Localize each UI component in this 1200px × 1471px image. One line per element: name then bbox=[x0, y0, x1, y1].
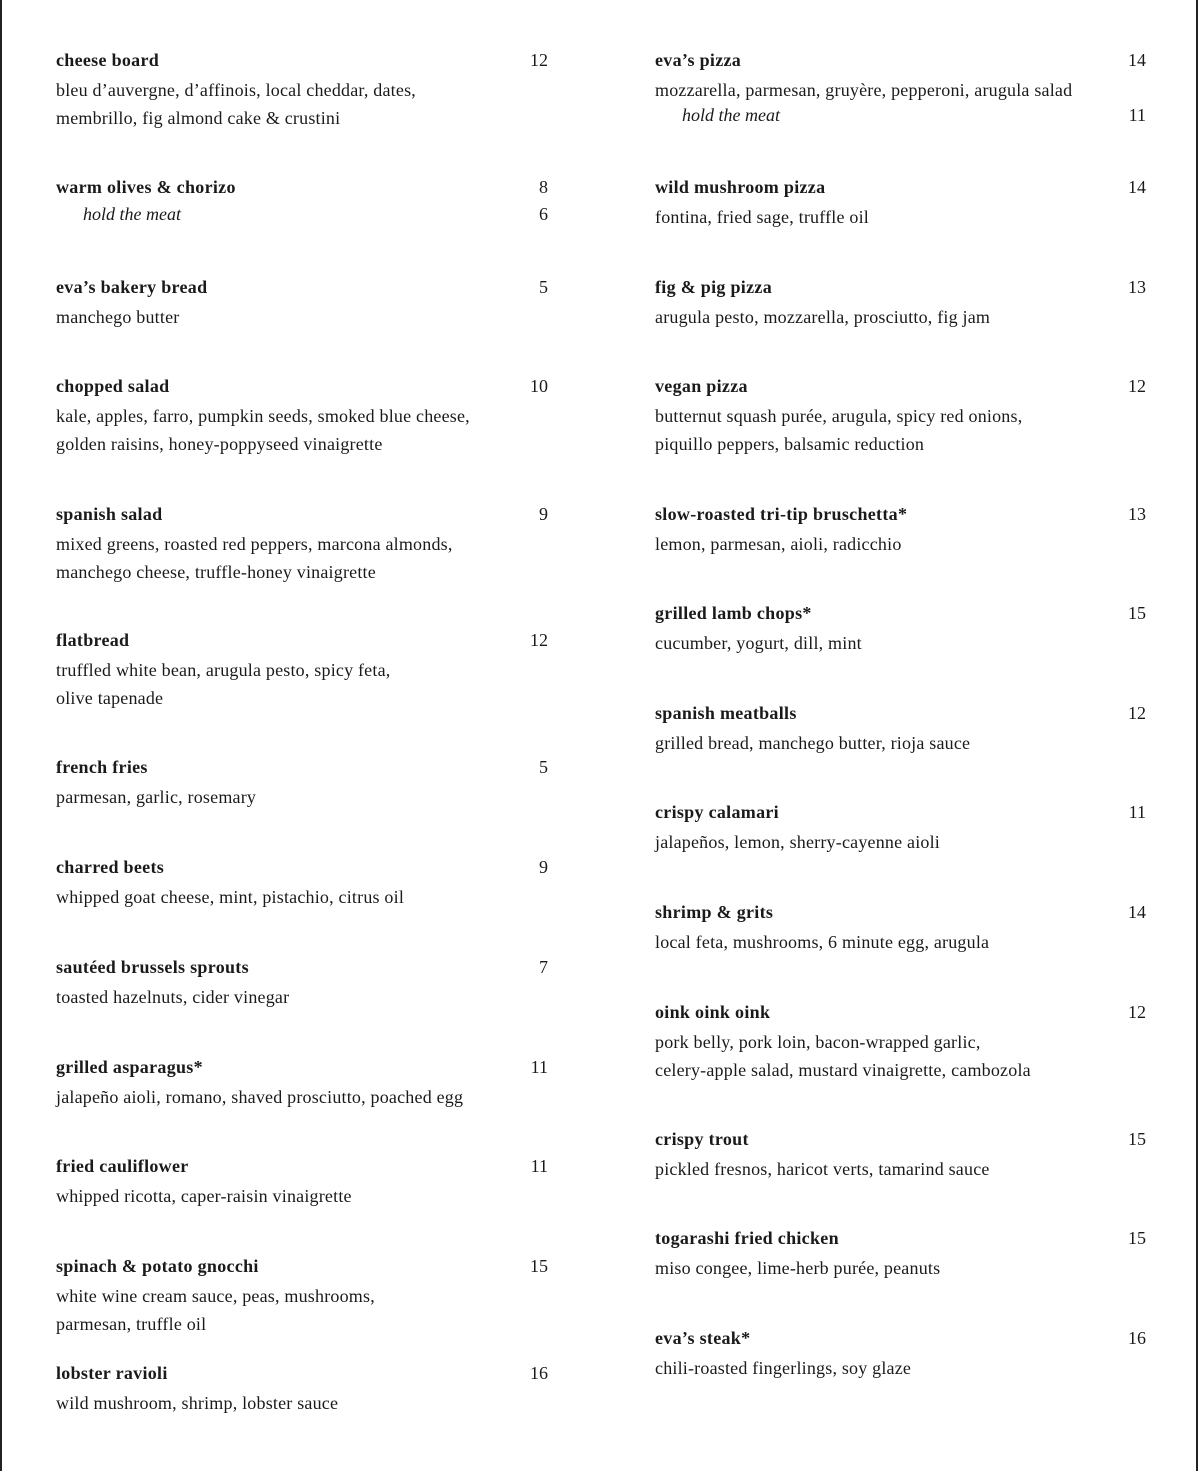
dish-name: spanish salad bbox=[56, 504, 163, 524]
dish-name: shrimp & grits bbox=[655, 902, 774, 922]
dish-price: 13 bbox=[1128, 277, 1146, 297]
menu-item-header bbox=[655, 50, 1146, 77]
dish-description-line: kale, apples, farro, pumpkin seeds, smoked blue cheese, bbox=[56, 406, 470, 426]
menu-item-header bbox=[655, 1129, 1146, 1156]
dish-price: 15 bbox=[1128, 1129, 1146, 1149]
dish-price: 9 bbox=[539, 504, 548, 524]
dish-description-line: pickled fresnos, haricot verts, tamarind sauce bbox=[655, 1159, 990, 1179]
menu-item-header bbox=[56, 504, 548, 531]
menu-item-shrimp-grits bbox=[655, 902, 1146, 957]
dish-description-line: truffled white bean, arugula pesto, spicy feta, bbox=[56, 660, 391, 680]
dish-description-line: bleu d’auvergne, d’affinois, local cheddar, dates, bbox=[56, 80, 416, 100]
menu-item-crispy-trout bbox=[655, 1129, 1146, 1184]
variant-price: 11 bbox=[1128, 104, 1146, 125]
dish-price: 12 bbox=[1128, 1002, 1146, 1022]
dish-description-line: grilled bread, manchego butter, rioja sauce bbox=[655, 733, 971, 753]
menu-item-togarashi-fried-chicken bbox=[655, 1228, 1146, 1283]
menu-item-header bbox=[655, 1002, 1146, 1029]
menu-item-header bbox=[56, 1363, 548, 1390]
dish-name: lobster ravioli bbox=[56, 1363, 168, 1383]
menu-item-wild-mushroom-pizza bbox=[655, 177, 1146, 232]
menu-item-spinach-potato-gnocchi bbox=[56, 1256, 548, 1338]
dish-name: vegan pizza bbox=[655, 376, 748, 396]
menu-item-header bbox=[56, 50, 548, 77]
menu-item-header bbox=[56, 857, 548, 884]
dish-price: 15 bbox=[1128, 603, 1146, 623]
dish-name: spanish meatballs bbox=[655, 703, 797, 723]
menu-item-header bbox=[655, 603, 1146, 630]
dish-price: 16 bbox=[1128, 1328, 1146, 1348]
menu-item-eva-s-bakery-bread bbox=[56, 277, 548, 332]
dish-name: sautéed brussels sprouts bbox=[56, 957, 249, 977]
menu-item-header bbox=[56, 630, 548, 657]
dish-name: charred beets bbox=[56, 857, 165, 877]
dish-description-line: manchego cheese, truffle-honey vinaigrette bbox=[56, 561, 376, 582]
menu-item-grilled-lamb-chops bbox=[655, 603, 1146, 658]
dish-description-line: olive tapenade bbox=[56, 687, 164, 708]
menu-item-header bbox=[56, 957, 548, 984]
menu-item-slow-roasted-tri-tip-bruschetta bbox=[655, 504, 1146, 559]
menu-item-spanish-salad bbox=[56, 504, 548, 586]
menu-item-saut-ed-brussels-sprouts bbox=[56, 957, 548, 1012]
menu-item-header bbox=[655, 277, 1146, 304]
dish-price: 11 bbox=[1128, 802, 1146, 822]
menu-item-header bbox=[655, 504, 1146, 531]
menu-item-header bbox=[56, 757, 548, 784]
menu-item-chopped-salad bbox=[56, 376, 548, 458]
menu-item-eva-s-steak bbox=[655, 1328, 1146, 1383]
dish-price: 12 bbox=[1128, 376, 1146, 396]
dish-name: wild mushroom pizza bbox=[655, 177, 826, 197]
menu-item-header bbox=[56, 376, 548, 403]
dish-name: cheese board bbox=[56, 50, 160, 70]
dish-name: grilled lamb chops* bbox=[655, 603, 812, 623]
dish-description-line: jalapeño aioli, romano, shaved prosciutto, poached egg bbox=[56, 1087, 464, 1107]
menu-item-cheese-board bbox=[56, 50, 548, 132]
dish-description-line: manchego butter bbox=[56, 307, 180, 327]
dish-price: 16 bbox=[530, 1363, 548, 1383]
menu-item-fig-pig-pizza bbox=[655, 277, 1146, 332]
dish-name: eva’s steak* bbox=[655, 1328, 751, 1348]
dish-price: 15 bbox=[530, 1256, 548, 1276]
dish-description-line: celery-apple salad, mustard vinaigrette, cambozola bbox=[655, 1059, 1031, 1080]
dish-price: 11 bbox=[530, 1057, 548, 1077]
dish-description-line: toasted hazelnuts, cider vinegar bbox=[56, 987, 290, 1007]
menu-item-fried-cauliflower bbox=[56, 1156, 548, 1211]
dish-description-line: arugula pesto, mozzarella, prosciutto, fig jam bbox=[655, 307, 991, 327]
menu-item-header bbox=[56, 1156, 548, 1183]
dish-price: 12 bbox=[530, 630, 548, 650]
dish-description-line: miso congee, lime-herb purée, peanuts bbox=[655, 1258, 941, 1278]
dish-price: 5 bbox=[539, 757, 548, 777]
dish-price: 12 bbox=[1128, 703, 1146, 723]
dish-description-line: wild mushroom, shrimp, lobster sauce bbox=[56, 1393, 339, 1413]
dish-price: 14 bbox=[1128, 50, 1146, 70]
dish-name: crispy trout bbox=[655, 1129, 749, 1149]
menu-item-header bbox=[655, 376, 1146, 403]
dish-name: flatbread bbox=[56, 630, 130, 650]
menu-item-grilled-asparagus bbox=[56, 1057, 548, 1112]
dish-name: french fries bbox=[56, 757, 148, 777]
dish-description-line: jalapeños, lemon, sherry-cayenne aioli bbox=[655, 832, 940, 852]
menu-item-header bbox=[56, 1256, 548, 1283]
dish-name: crispy calamari bbox=[655, 802, 779, 822]
dish-price: 14 bbox=[1128, 902, 1146, 922]
menu-item-header bbox=[56, 1057, 548, 1084]
dish-description-line: pork belly, pork loin, bacon-wrapped garlic, bbox=[655, 1032, 981, 1052]
menu-item-header bbox=[655, 1328, 1146, 1355]
menu-item-header bbox=[655, 902, 1146, 929]
dish-description-line: white wine cream sauce, peas, mushrooms, bbox=[56, 1286, 375, 1306]
menu-item-header bbox=[655, 177, 1146, 204]
dish-description-line: cucumber, yogurt, dill, mint bbox=[655, 633, 862, 653]
dish-price: 13 bbox=[1128, 504, 1146, 524]
dish-price: 15 bbox=[1128, 1228, 1146, 1248]
menu-item-crispy-calamari bbox=[655, 802, 1146, 857]
menu-item-vegan-pizza bbox=[655, 376, 1146, 458]
dish-description-line: mixed greens, roasted red peppers, marcona almonds, bbox=[56, 534, 453, 554]
variant-label: hold the meat bbox=[682, 104, 780, 125]
dish-price: 5 bbox=[539, 277, 548, 297]
dish-name: grilled asparagus* bbox=[56, 1057, 203, 1077]
dish-name: chopped salad bbox=[56, 376, 170, 396]
menu-item-header bbox=[56, 177, 548, 204]
dish-variant bbox=[655, 105, 1146, 132]
dish-name: slow-roasted tri-tip bruschetta* bbox=[655, 504, 908, 524]
menu-item-header bbox=[655, 1228, 1146, 1255]
dish-name: fig & pig pizza bbox=[655, 277, 772, 297]
dish-price: 10 bbox=[530, 376, 548, 396]
dish-description-line: fontina, fried sage, truffle oil bbox=[655, 207, 869, 227]
dish-description-line: whipped ricotta, caper-raisin vinaigrette bbox=[56, 1186, 352, 1206]
dish-description-line: chili-roasted fingerlings, soy glaze bbox=[655, 1358, 912, 1378]
dish-name: oink oink oink bbox=[655, 1002, 771, 1022]
menu-item-header bbox=[655, 802, 1146, 829]
dish-description-line: piquillo peppers, balsamic reduction bbox=[655, 433, 925, 454]
dish-description-line: golden raisins, honey-poppyseed vinaigrette bbox=[56, 433, 383, 454]
dish-description-line: membrillo, fig almond cake & crustini bbox=[56, 107, 341, 128]
dish-price: 9 bbox=[539, 857, 548, 877]
menu-item-charred-beets bbox=[56, 857, 548, 912]
menu-item-header bbox=[56, 277, 548, 304]
dish-description-line: butternut squash purée, arugula, spicy red onions, bbox=[655, 406, 1023, 426]
dish-description-line: local feta, mushrooms, 6 minute egg, arugula bbox=[655, 932, 990, 952]
menu-item-lobster-ravioli bbox=[56, 1363, 548, 1418]
dish-description-line: parmesan, garlic, rosemary bbox=[56, 787, 257, 807]
menu-item-spanish-meatballs bbox=[655, 703, 1146, 758]
variant-label: hold the meat bbox=[83, 204, 181, 224]
dish-name: eva’s bakery bread bbox=[56, 277, 208, 297]
menu-item-flatbread bbox=[56, 630, 548, 712]
dish-description-line: lemon, parmesan, aioli, radicchio bbox=[655, 534, 902, 554]
dish-name: eva’s pizza bbox=[655, 50, 742, 70]
dish-variant bbox=[56, 204, 548, 231]
dish-name: fried cauliflower bbox=[56, 1156, 189, 1176]
dish-price: 7 bbox=[539, 957, 548, 977]
dish-price: 14 bbox=[1128, 177, 1146, 197]
menu-item-warm-olives-chorizo bbox=[56, 177, 548, 231]
dish-description-line: mozzarella, parmesan, gruyère, pepperoni, arugula salad bbox=[655, 80, 1073, 100]
dish-name: togarashi fried chicken bbox=[655, 1228, 839, 1248]
dish-description-line: whipped goat cheese, mint, pistachio, citrus oil bbox=[56, 887, 405, 907]
variant-price: 6 bbox=[539, 204, 548, 224]
dish-price: 11 bbox=[530, 1156, 548, 1176]
dish-price: 8 bbox=[539, 177, 548, 197]
dish-price: 12 bbox=[530, 50, 548, 70]
menu-item-eva-s-pizza bbox=[655, 50, 1146, 132]
menu-item-french-fries bbox=[56, 757, 548, 812]
dish-name: spinach & potato gnocchi bbox=[56, 1256, 259, 1276]
dish-name: warm olives & chorizo bbox=[56, 177, 236, 197]
menu-item-oink-oink-oink bbox=[655, 1002, 1146, 1084]
menu-item-header bbox=[655, 703, 1146, 730]
dish-description-line: parmesan, truffle oil bbox=[56, 1313, 207, 1334]
